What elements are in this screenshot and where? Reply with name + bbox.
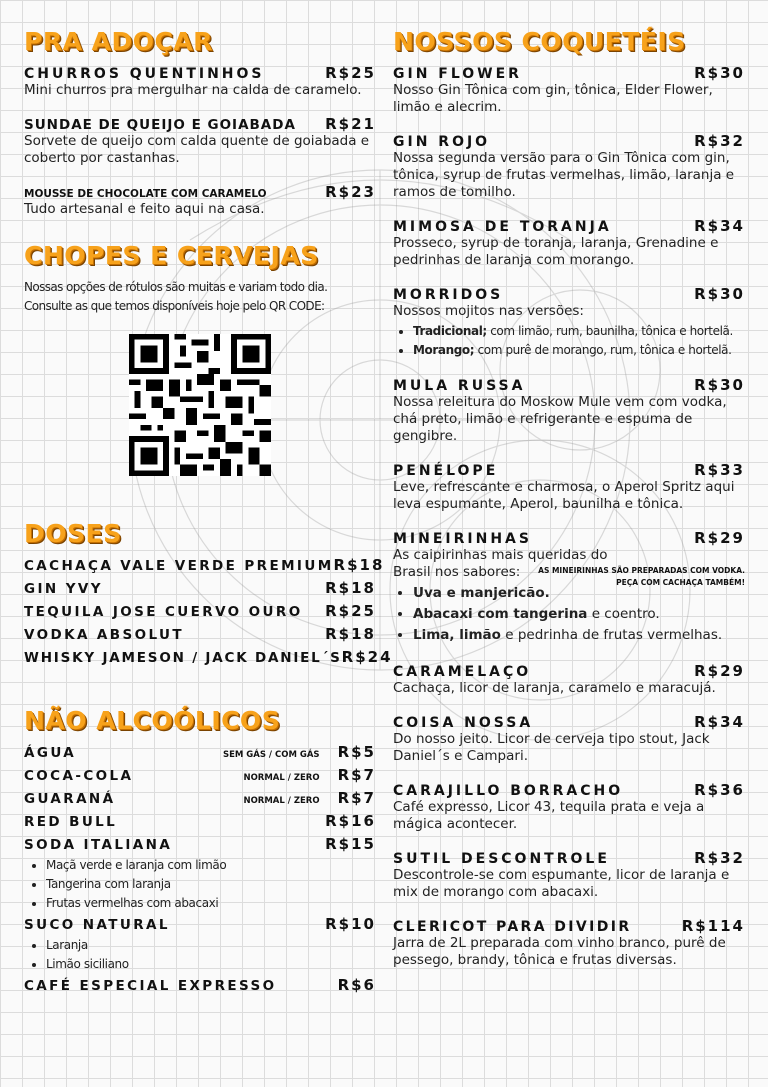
item-price: R$21 [325,115,376,133]
item-price: R$34 [694,217,745,235]
item-price: R$6 [337,976,376,994]
item-name: SUNDAE DE QUEIJO E GOIABADA [24,117,296,133]
qr-code-icon[interactable] [129,334,271,476]
right-column [393,26,745,985]
section-title-beers: CHOPES E CERVEJAS [24,241,319,270]
list-item: • Frutas vermelhas com abacaxi [46,894,376,913]
item-price: R$10 [325,915,376,933]
item-description: Nossa releitura do Moskow Mule vem com vodka, chá preto, limão e refrigerante e espuma de gengibre. [393,394,727,444]
item-name: RED BULL [24,814,118,830]
item-price: R$24 [341,648,393,666]
mojito-list [393,322,745,360]
item-name: SUTIL DESCONTROLE [393,851,610,867]
beers-note: Nossas opções de rótulos são muitas e variam todo dia. [24,280,328,294]
item-price: R$36 [694,781,745,799]
item-name: SUCO NATURAL [24,917,170,933]
menu-item [24,64,376,99]
item-price: R$34 [694,713,745,731]
item-description: Tudo artesanal e feito aqui na casa. [24,201,265,217]
item-name: CLERICOT PARA DIVIDIR [393,919,632,935]
item-description: Prosseco, syrup de toranja, laranja, Grenadine e pedrinhas de laranja com morango. [393,235,719,268]
item-description: Leve, refrescante e charmosa, o Aperol Spritz aqui leva espumante, Aperol, baunilha e tônica. [393,479,735,512]
menu-item [393,917,745,969]
item-name: CACHAÇA VALE VERDE PREMIUM [24,558,334,574]
item-name: GIN FLOWER [393,66,522,82]
section-title-doses: DOSES [24,519,122,548]
menu-item [393,64,745,116]
item-price: R$7 [337,766,376,784]
list-item: • Tangerina com laranja [46,875,376,894]
item-name: MULA RUSSA [393,378,526,394]
list-item [24,976,376,999]
item-name: GIN ROJO [393,134,491,150]
item-description: Café expresso, Licor 43, tequila prata e veja a mágica acontecer. [393,799,705,832]
list-item: • Maçã verde e laranja com limão [46,856,376,875]
item-name: SODA ITALIANA [24,837,173,853]
list-item [24,812,376,835]
section-doses [24,518,393,671]
item-price: R$15 [325,835,376,853]
menu-item [393,285,745,360]
list-item: • Tradicional; com limão, rum, baunilha, tônica e hortelã. [413,322,745,341]
list-item: • Uva e manjericão. [413,583,745,604]
item-name: MOUSSE DE CHOCOLATE COM CARAMELO [24,188,267,200]
item-price: R$16 [325,812,376,830]
list-item: • Lima, limão e pedrinha de frutas vermelhas. [413,625,745,646]
item-price: R$18 [325,625,376,643]
item-name: GUARANÁ [24,791,116,807]
list-item [24,915,376,938]
item-name: GIN YVY [24,581,103,597]
menu-item [393,461,745,513]
list-item: • Limão siciliano [46,955,376,974]
section-title-nonalcoholic: NÃO ALCOÓLICOS [24,706,281,735]
section-sweets [24,26,376,218]
list-item: • Morango; com purê de morango, rum, tônica e hortelã. [413,341,745,360]
item-name: MIMOSA DE TORANJA [393,219,612,235]
list-item: • Abacaxi com tangerina e coentro. [413,604,745,625]
item-price: R$32 [694,849,745,867]
item-price: R$29 [694,529,745,547]
item-name: WHISKY JAMESON / JACK DANIEL´S [24,650,342,666]
item-description: As caipirinhas mais queridas do Brasil nos sabores: [393,547,608,580]
item-price: R$18 [325,579,376,597]
item-price: R$5 [337,743,376,761]
item-description: Mini churros pra mergulhar na calda de caramelo. [24,82,362,98]
section-title-sweets: PRA ADOÇAR [24,27,213,56]
item-price: R$30 [694,376,745,394]
menu-item [393,132,745,201]
section-beers [24,240,376,476]
menu-item [393,849,745,901]
item-name: COISA NOSSA [393,715,534,731]
list-item [24,579,376,602]
list-item [24,556,385,579]
item-description: Nossa segunda versão para o Gin Tônica com gin, tônica, syrup de frutas vermelhas, limão, laranja e ramos de tomilho. [393,150,735,200]
item-price: R$30 [694,285,745,303]
item-price: R$114 [681,917,745,935]
menu-item [393,781,745,833]
item-description: Sorvete de queijo com calda quente de goiabada e coberto por castanhas. [24,133,370,166]
list-item [24,648,393,671]
section-nonalcoholic [24,705,376,999]
menu-item [393,662,745,697]
item-price: R$23 [325,183,376,201]
item-name: CHURROS QUENTINHOS [24,66,265,82]
list-item [24,743,376,766]
item-name: CARAJILLO BORRACHO [393,783,624,799]
item-price: R$30 [694,64,745,82]
list-item [24,625,376,648]
item-name: ÁGUA [24,745,77,761]
item-name: MORRIDOS [393,287,504,303]
item-price: R$18 [333,556,385,574]
item-options: NORMAL / ZERO [243,796,320,806]
beers-note: Consulte as que temos disponíveis hoje pelo QR CODE: [24,299,325,313]
mineirinhas-note: AS MINEIRINHAS SÃO PREPARADAS COM VODKA. PEÇA COM CACHAÇA TAMBÉM! [538,566,745,587]
item-price: R$25 [325,64,376,82]
item-price: R$25 [325,602,376,620]
caipirinha-list [393,583,745,646]
item-name: TEQUILA JOSE CUERVO OURO [24,604,303,620]
item-description: Nossos mojitos nas versões: [393,303,584,319]
item-description: Nosso Gin Tônica com gin, tônica, Elder Flower, limão e alecrim. [393,82,713,115]
item-description: Cachaça, licor de laranja, caramelo e maracujá. [393,680,716,696]
list-item [24,602,376,625]
item-options: NORMAL / ZERO [243,773,320,783]
item-description: Descontrole-se com espumante, licor de laranja e mix de morango com abacaxi. [393,867,730,900]
item-price: R$32 [694,132,745,150]
item-price: R$33 [694,461,745,479]
item-name: PENÉLOPE [393,463,499,479]
left-column [24,26,393,999]
list-item [24,766,376,789]
section-title-cocktails: NOSSOS COQUETÉIS [393,27,686,56]
item-name: COCA-COLA [24,768,134,784]
soda-flavor-list [24,856,376,913]
item-name: CARAMELAÇO [393,664,532,680]
juice-flavor-list [24,936,376,974]
item-name: CAFÉ ESPECIAL EXPRESSO [24,978,277,994]
list-item [24,835,376,858]
item-description: Jarra de 2L preparada com vinho branco, purê de pessego, brandy, tônica e frutas diversas. [393,935,726,968]
list-item: • Laranja [46,936,376,955]
item-name: VODKA ABSOLUT [24,627,184,643]
menu-item [24,115,376,167]
item-price: R$7 [337,789,376,807]
list-item [24,789,376,812]
menu-item [24,183,376,218]
menu-item [393,217,745,269]
item-price: R$29 [694,662,745,680]
item-options: SEM GÁS / COM GÁS [222,750,320,760]
item-description: Do nosso jeito. Licor de cerveja tipo stout, Jack Daniel´s e Campari. [393,731,710,764]
menu-item [393,529,745,646]
item-name: MINEIRINHAS [393,531,532,547]
menu-item [393,713,745,765]
menu-item [393,376,745,445]
